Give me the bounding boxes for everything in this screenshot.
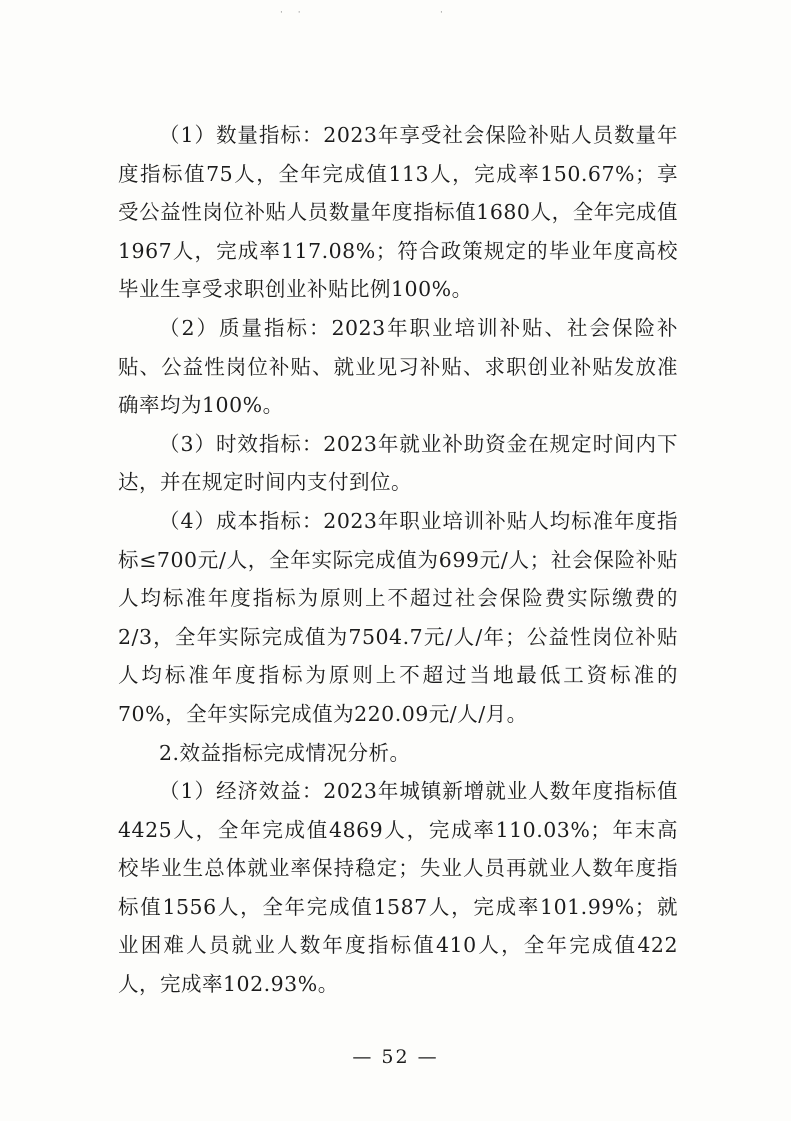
body-text bbox=[118, 116, 678, 1004]
paragraph-quantity-indicator: （1）数量指标：2023年享受社会保险补贴人员数量年度指标值75人，全年完成值113人，完成率150.67%；享受公益性岗位补贴人员数量年度指标值1680人，全年完成值1967人，完成率117.08%；符合政策规定的毕业年度高校毕业生享受求职创业补贴比例100%。 bbox=[118, 123, 678, 302]
page-number: — 52 — bbox=[352, 1046, 439, 1068]
scan-artifact: · · bbox=[280, 8, 307, 18]
paragraph-economic-benefit: （1）经济效益：2023年城镇新增就业人数年度指标值4425人，全年完成值4869人，完成率110.03%；年末高校毕业生总体就业率保持稳定；失业人员再就业人数年度指标值1556人，全年完成值1587人，完成率101.99%；就业困难人员就业人数年度指标值410人，全年完成值422人，完成率102.93%。 bbox=[118, 779, 678, 997]
paragraph-quality-indicator: （2）质量指标：2023年职业培训补贴、社会保险补贴、公益性岗位补贴、就业见习补贴、求职创业补贴发放准确率均为100%。 bbox=[118, 315, 678, 418]
paragraph-timeliness-indicator: （3）时效指标：2023年就业补助资金在规定时间内下达，并在规定时间内支付到位。 bbox=[118, 431, 678, 495]
paragraph-cost-indicator: （4）成本指标：2023年职业培训补贴人均标准年度指标≤700元/人，全年实际完成值为699元/人；社会保险补贴人均标准年度指标为原则上不超过社会保险费实际缴费的2/3，全年实际完成值为7504.7元/人/年；公益性岗位补贴人均标准年度指标为原则上不超过当地最低工资标准的70%，全年实际完成值为220.09元/人/月。 bbox=[118, 508, 678, 726]
scan-artifact: · bbox=[440, 8, 449, 18]
section-heading-benefit: 2.效益指标完成情况分析。 bbox=[159, 740, 411, 765]
